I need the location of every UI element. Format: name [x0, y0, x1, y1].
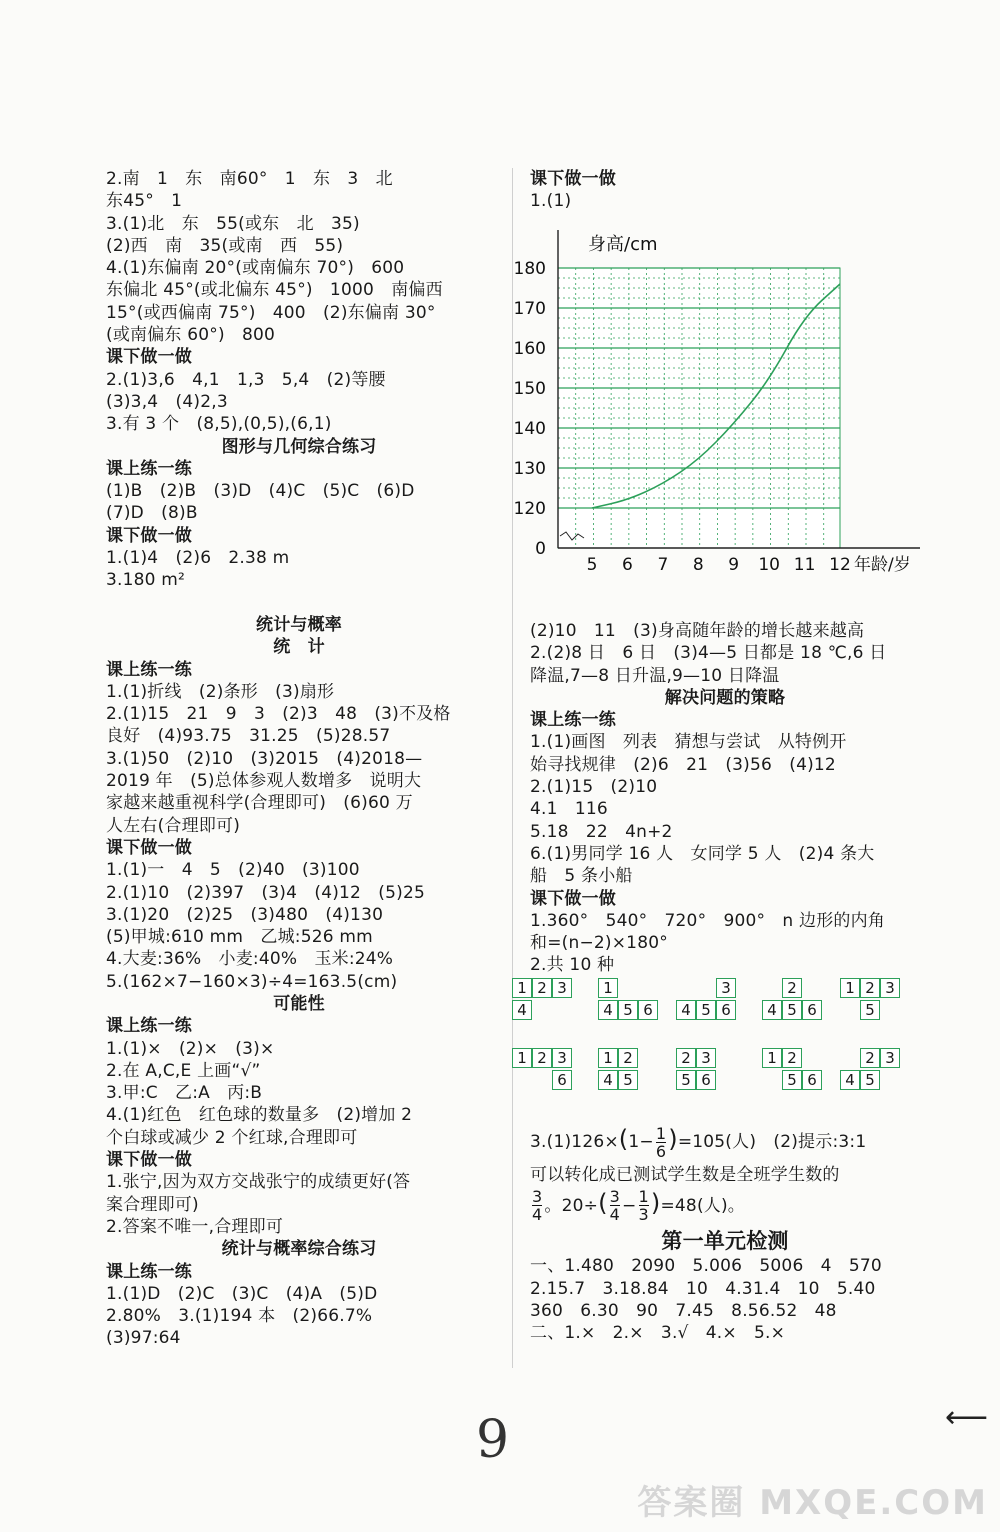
answer-line: 和=(n−2)×180° — [530, 933, 668, 954]
tile-row — [762, 1000, 822, 1020]
tile-cell: 1 — [762, 1048, 782, 1068]
section-title: 解决问题的策略 — [664, 687, 786, 708]
tile-cell — [762, 1070, 782, 1090]
tile-cell: 6 — [802, 1000, 822, 1020]
tile-cell: 4 — [598, 1070, 618, 1090]
answer-line: 船 5 条小船 — [530, 866, 633, 887]
q3-text: =48(人)。 — [660, 1195, 746, 1216]
answer-line: 家越来越重视科学(合理即可) (6)60 万 — [106, 793, 413, 814]
fraction — [639, 1188, 649, 1223]
answer-line — [106, 592, 492, 614]
tile-cell: 1 — [840, 978, 860, 998]
tile-cell — [716, 1070, 736, 1090]
numerator: 1 — [638, 1187, 649, 1207]
tile-cell: 2 — [860, 1048, 880, 1068]
section-subheading: 课上练一练 — [106, 458, 192, 479]
tile-cell: 6 — [802, 1070, 822, 1090]
answer-line: 东偏北 45°(或北偏东 45°) 1000 南偏西 — [106, 280, 443, 301]
q3-line-2: 可以转化成已测试学生数是全班学生数的 — [530, 1164, 840, 1185]
answer-line: 1.(1)画图 列表 猜想与尝试 从特例开 — [530, 732, 847, 753]
tile-cell — [716, 1048, 736, 1068]
q3-text: − — [622, 1195, 637, 1216]
tile-cell — [512, 1070, 532, 1090]
q3-line-1 — [530, 1124, 920, 1160]
answer-line: 东45° 1 — [106, 191, 183, 212]
x-tick-label: 7 — [657, 555, 669, 575]
tile-cell: 6 — [638, 1000, 658, 1020]
tile-row — [598, 1070, 658, 1090]
answer-line: 3.(1)50 (2)10 (3)2015 (4)2018— — [106, 748, 423, 769]
tile-cell — [880, 1000, 900, 1020]
y-tick-label: 120 — [513, 499, 546, 519]
tile-cell: 2 — [860, 978, 880, 998]
q3-paren: ) — [668, 1125, 678, 1153]
q3-paren: ( — [618, 1125, 629, 1153]
tile-cell: 1 — [512, 1048, 532, 1068]
x-tick-label: 11 — [793, 555, 816, 575]
answer-line: 2.答案不唯一,合理即可 — [106, 1216, 284, 1237]
answer-line: 人左右(合理即可) — [106, 815, 241, 836]
tile-cell: 4 — [676, 1000, 696, 1020]
x-tick-label: 10 — [758, 555, 780, 575]
answer-line: 二、1.× 2.× 3.√ 4.× 5.× — [530, 1323, 786, 1344]
tile-cell: 3 — [696, 1048, 716, 1068]
tile-cell: 3 — [880, 978, 900, 998]
section-subheading: 课下做一做 — [530, 888, 616, 909]
tile-cell: 4 — [762, 1000, 782, 1020]
answer-line: 个白球或减少 2 个红球,合理即可 — [106, 1127, 358, 1148]
answer-line: 2.共 10 种 — [530, 955, 615, 976]
section-title: 图形与几何综合练习 — [221, 436, 377, 457]
tile-cell: 3 — [552, 1048, 572, 1068]
tile-cell: 1 — [512, 978, 532, 998]
answer-line: 1.(1)一 4 5 (2)40 (3)100 — [106, 860, 360, 881]
tile-cell: 1 — [598, 1048, 618, 1068]
x-tick-label: 8 — [692, 555, 704, 575]
tile-row — [840, 1000, 900, 1020]
answer-line: 2.(1)15 21 9 3 (2)3 48 (3)不及格 — [106, 704, 451, 725]
section-subheading: 课下做一做 — [106, 837, 192, 858]
q3-paren: ( — [598, 1188, 608, 1217]
tile-row — [840, 1048, 900, 1068]
tile-cell: 5 — [860, 1070, 880, 1090]
answer-line: 360 6.30 90 7.45 8.56.52 48 — [530, 1300, 837, 1321]
tile-row — [676, 1070, 736, 1090]
tile-row — [512, 1070, 572, 1090]
section-subheading: 课下做一做 — [530, 169, 616, 189]
numerator: 3 — [532, 1187, 543, 1207]
unit-test-answers — [530, 1255, 920, 1344]
tile-cell — [696, 978, 716, 998]
x-tick-label: 9 — [728, 555, 740, 575]
tile-cell: 3 — [716, 978, 736, 998]
tile-row — [762, 978, 822, 998]
section-subheading: 课上练一练 — [106, 1016, 192, 1037]
tile-row — [676, 1048, 736, 1068]
answer-line: 4.1 116 — [530, 799, 608, 820]
tile-cell — [840, 1000, 860, 1020]
x-tick-label: 12 — [829, 555, 851, 575]
tile-row — [512, 1048, 572, 1068]
section-title: 统 计 — [273, 637, 325, 658]
tile-cell — [552, 1000, 572, 1020]
tile-cell: 2 — [532, 978, 552, 998]
tile-cell: 6 — [696, 1070, 716, 1090]
answer-line: 3.(1)20 (2)25 (3)480 (4)130 — [106, 904, 384, 925]
answer-line: 2.(2)8 日 6 日 (3)4—5 日都是 18 ℃,6 日 — [530, 643, 887, 664]
section-title: 统计与概率综合练习 — [221, 1239, 377, 1260]
answer-line: 1.(1)× (2)× (3)× — [106, 1038, 275, 1059]
answer-line: 3.180 m² — [106, 570, 186, 591]
answer-line: (或南偏东 60°) 800 — [106, 325, 276, 346]
section-subheading: 课下做一做 — [106, 525, 192, 546]
denominator: 4 — [532, 1205, 543, 1225]
q3-text: 。20÷ — [544, 1195, 599, 1216]
answer-line: (5)甲城:610 mm 乙城:526 mm — [106, 927, 373, 948]
height-age-line-chart — [500, 222, 920, 582]
q3-text: 3.(1)126× — [530, 1132, 619, 1152]
y-tick-label: 160 — [513, 339, 546, 359]
x-tick-label: 6 — [622, 555, 633, 575]
denominator: 4 — [609, 1205, 621, 1225]
tile-cell: 2 — [676, 1048, 696, 1068]
answer-line: 2.(1)10 (2)397 (3)4 (4)12 (5)25 — [106, 882, 425, 903]
answer-line: 3.(1)北 东 55(或东 北 35) — [106, 213, 360, 234]
tile-cell — [638, 978, 658, 998]
q3-paren: ) — [650, 1188, 661, 1217]
section-title: 统计与概率 — [256, 614, 342, 635]
tile-cell — [532, 1000, 552, 1020]
tile-cell — [532, 1070, 552, 1090]
tile-cell: 5 — [618, 1000, 638, 1020]
tile-cell — [618, 978, 638, 998]
answer-line: 5.18 22 4n+2 — [530, 821, 673, 842]
tile-cell — [638, 1048, 658, 1068]
page-number: 9 — [476, 1410, 510, 1470]
tile-cell — [762, 978, 782, 998]
tile-row — [512, 978, 572, 998]
y-tick-label: 130 — [513, 459, 546, 479]
answer-line: 1.(1)4 (2)6 2.38 m — [106, 548, 290, 569]
tile-row — [598, 1048, 658, 1068]
y-tick-label: 0 — [535, 539, 546, 559]
q3-text: =105(人) (2)提示:3:1 — [677, 1132, 867, 1152]
answer-line: 1.(1)折线 (2)条形 (3)扇形 — [106, 681, 335, 702]
tile-cell: 2 — [782, 978, 802, 998]
tile-row — [762, 1048, 822, 1068]
answer-line: (3)3,4 (4)2,3 — [106, 391, 228, 412]
tile-row — [762, 1070, 822, 1090]
tile-row — [676, 978, 736, 998]
answer-line: 降温,7—8 日升温,9—10 日降温 — [530, 665, 780, 686]
tile-cell: 5 — [676, 1070, 696, 1090]
q3-line-3 — [530, 1186, 920, 1224]
y-tick-label: 170 — [513, 299, 546, 319]
fraction — [656, 1125, 666, 1160]
tile-cell: 2 — [618, 1048, 638, 1068]
watermark-logo: 答案圈 MXQE.COM — [637, 1483, 988, 1523]
answer-line: 2019 年 (5)总体参观人数增多 说明大 — [106, 771, 422, 792]
section-subheading: 课上练一练 — [106, 659, 192, 680]
unit-test-title: 第一单元检测 — [661, 1229, 789, 1254]
tile-row — [598, 1000, 658, 1020]
answer-line: 2.在 A,C,E 上画“√” — [106, 1060, 261, 1081]
tile-cell — [880, 1070, 900, 1090]
tile-row — [598, 978, 658, 998]
left-column — [106, 168, 492, 1350]
answer-line: 2.80% 3.(1)194 本 (2)66.7% — [106, 1306, 373, 1327]
answer-line: 3.有 3 个 (8,5),(0,5),(6,1) — [106, 414, 332, 435]
fraction — [532, 1188, 542, 1223]
answer-line: 案合理即可) — [106, 1194, 199, 1215]
tile-cell: 1 — [598, 978, 618, 998]
tile-row — [676, 1000, 736, 1020]
tile-cell: 3 — [880, 1048, 900, 1068]
tile-row — [840, 978, 900, 998]
tile-cell — [802, 1048, 822, 1068]
answer-line: (7)D (8)B — [106, 503, 198, 524]
section-subheading: 课上练一练 — [530, 710, 616, 731]
answer-line: (1)B (2)B (3)D (4)C (5)C (6)D — [106, 481, 415, 502]
y-tick-label: 180 — [513, 259, 546, 279]
numerator: 1 — [655, 1123, 667, 1143]
answer-line: 1.(1)D (2)C (3)C (4)A (5)D — [106, 1283, 378, 1304]
answer-line: 4.(1)东偏南 20°(或南偏东 70°) 600 — [106, 258, 405, 279]
x-tick-label: 5 — [586, 555, 598, 575]
answer-line: 4.(1)红色 红色球的数量多 (2)增加 2 — [106, 1105, 413, 1126]
tile-cell: 2 — [782, 1048, 802, 1068]
answer-line: (2)10 11 (3)身高随年龄的增长越来越高 — [530, 621, 865, 641]
tile-row — [840, 1070, 900, 1090]
tile-cell — [638, 1070, 658, 1090]
tile-row — [512, 1000, 572, 1020]
right-column-top — [530, 168, 920, 213]
section-subheading: 课下做一做 — [106, 347, 192, 368]
answer-line: 良好 (4)93.75 31.25 (5)28.57 — [106, 726, 391, 747]
section-subheading: 课上练一练 — [106, 1261, 192, 1282]
fraction — [610, 1188, 620, 1223]
tile-cell — [840, 1048, 860, 1068]
tile-cell — [676, 978, 696, 998]
tile-cell: 5 — [860, 1000, 880, 1020]
answer-line: (3)97:64 — [106, 1328, 181, 1349]
answer-line: 2.15.7 3.18.84 10 4.31.4 10 5.40 — [530, 1278, 876, 1299]
y-tick-label: 150 — [513, 379, 546, 399]
tile-cell: 5 — [782, 1000, 802, 1020]
answer-line: 5.(162×7−160×3)÷4=163.5(cm) — [106, 971, 398, 992]
y-tick-label: 140 — [513, 419, 546, 439]
answer-line: 15°(或西偏南 75°) 400 (2)东偏南 30° — [106, 302, 436, 323]
denominator: 6 — [655, 1141, 667, 1161]
x-axis-label: 年龄/岁 — [854, 555, 911, 575]
q3-text: 1− — [628, 1132, 654, 1152]
section-title: 可能性 — [273, 993, 325, 1014]
denominator: 3 — [638, 1205, 649, 1225]
answer-line: 6.(1)男同学 16 人 女同学 5 人 (2)4 条大 — [530, 843, 875, 864]
tile-cell: 3 — [552, 978, 572, 998]
y-axis-label: 身高/cm — [588, 234, 658, 255]
corner-arrow-mark: ⟵ — [944, 1400, 988, 1435]
question-3-block — [530, 1124, 920, 1344]
answer-line: 1.张宁,因为双方交战张宁的成绩更好(答 — [106, 1172, 411, 1193]
answer-line: 2.(1)3,6 4,1 1,3 5,4 (2)等腰 — [106, 369, 386, 390]
tile-cell: 5 — [696, 1000, 716, 1020]
answer-line: (2)西 南 35(或南 西 55) — [106, 235, 344, 256]
tile-cell: 4 — [512, 1000, 532, 1020]
answer-line: 一、1.480 2090 5.006 5006 4 570 — [530, 1256, 882, 1277]
right-column-middle — [530, 620, 920, 977]
answer-line: 2.(1)15 (2)10 — [530, 777, 658, 798]
answer-line: 2.南 1 东 南60° 1 东 3 北 — [106, 169, 393, 189]
answer-line: 3.甲:C 乙:A 丙:B — [106, 1083, 263, 1104]
tile-cell: 5 — [618, 1070, 638, 1090]
tile-cell — [802, 978, 822, 998]
tile-cell: 2 — [532, 1048, 552, 1068]
answer-line: 4.大麦:36% 小麦:40% 玉米:24% — [106, 949, 394, 970]
tile-cell: 4 — [840, 1070, 860, 1090]
numerator: 3 — [609, 1187, 621, 1207]
answer-line: 1.(1) — [530, 191, 572, 212]
tile-cell: 4 — [598, 1000, 618, 1020]
tile-cell: 6 — [552, 1070, 572, 1090]
tile-cell: 6 — [716, 1000, 736, 1020]
answer-line: 1.360° 540° 720° 900° n 边形的内角 — [530, 910, 885, 931]
answer-line: 始寻找规律 (2)6 21 (3)56 (4)12 — [530, 754, 836, 775]
section-subheading: 课下做一做 — [106, 1150, 192, 1171]
tile-cell: 5 — [782, 1070, 802, 1090]
